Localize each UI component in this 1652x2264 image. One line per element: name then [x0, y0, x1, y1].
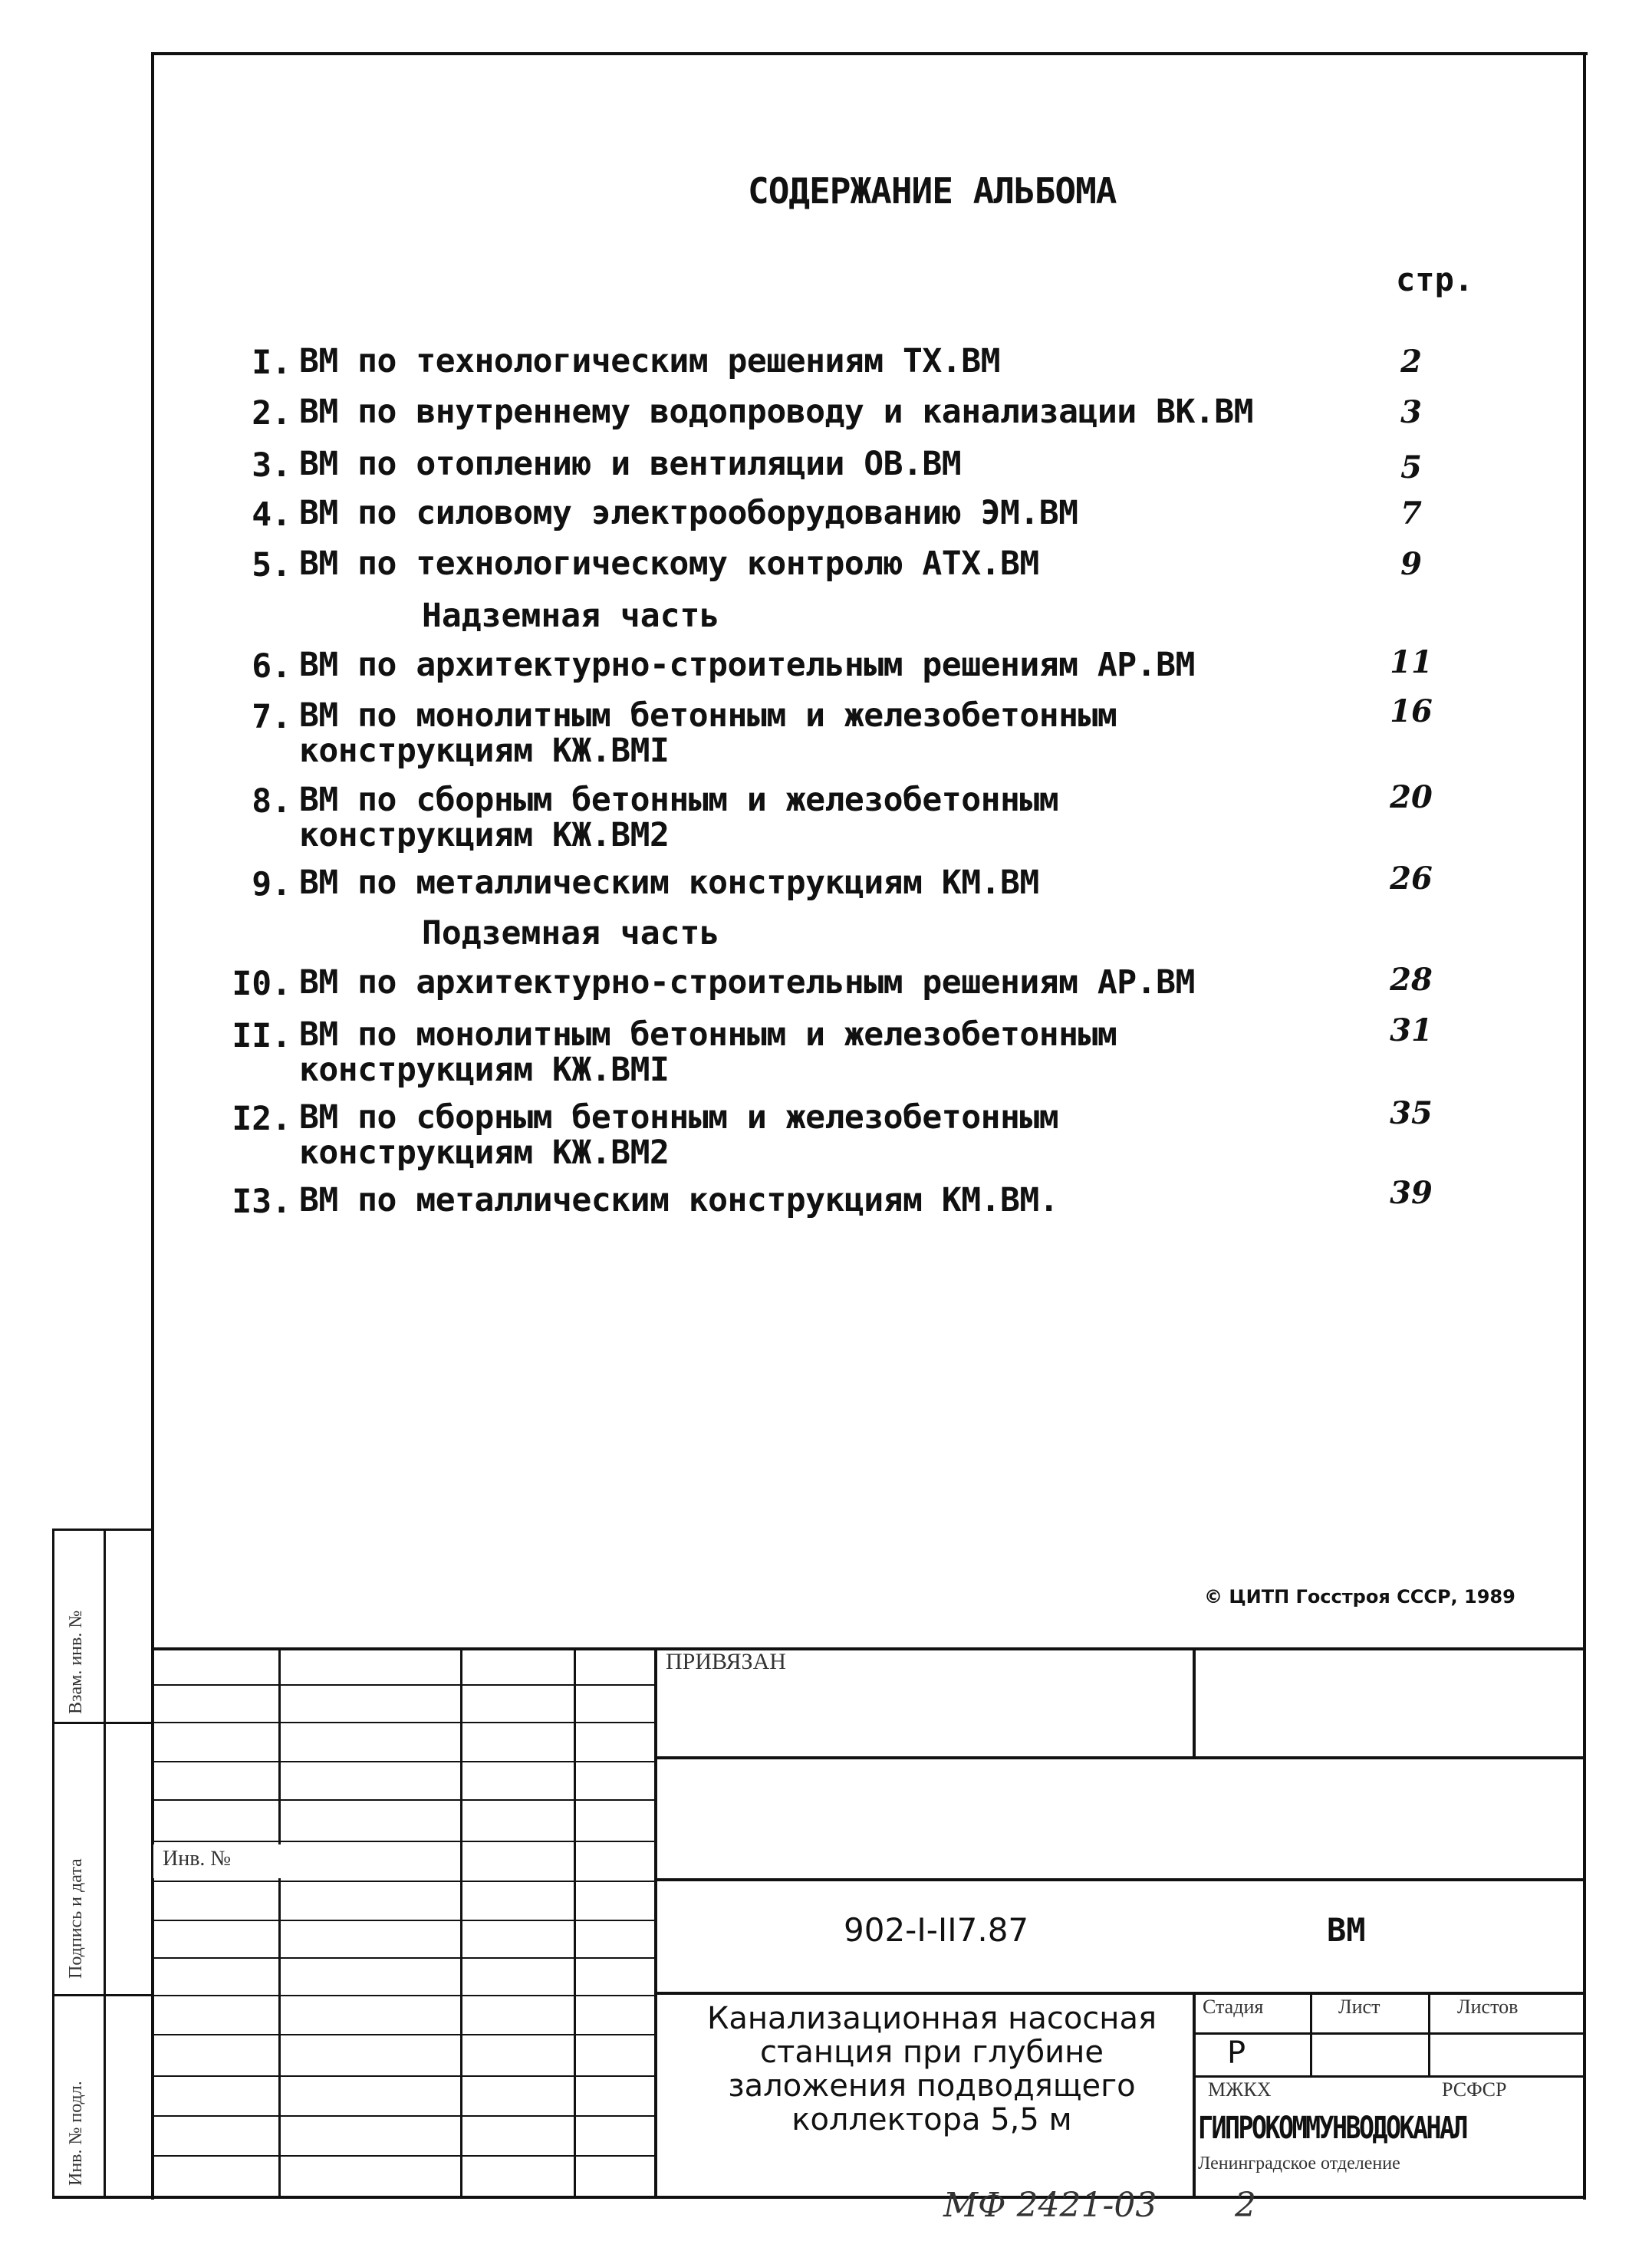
toc-item-text: ВМ по металлическим конструкциям КМ.ВМ — [299, 864, 1039, 902]
side-label-inventory: Инв. № подл. — [66, 2081, 86, 2186]
section-heading-underground: Подземная часть — [422, 914, 720, 953]
stage-label: Стадия — [1203, 1996, 1264, 2018]
side-strip-left — [52, 1529, 54, 2198]
stage-row1 — [1193, 2032, 1586, 2035]
document-description: Канализационная насосная станция при глубине заложения подводящего коллектора 5,5 м — [706, 2001, 1157, 2137]
toc-item-text: ВМ по сборным бетонным и железобетонным конструкциям КЖ.ВМ2 — [299, 1098, 1059, 1172]
toc-item-text: ВМ по технологическим решениям ТХ.ВМ — [299, 342, 1000, 380]
side-strip-div — [104, 1529, 106, 2198]
toc-item-number: 4. — [252, 495, 291, 534]
tb-row — [151, 1920, 654, 1921]
tb-top — [151, 1647, 1586, 1650]
tb-row — [151, 1995, 654, 1996]
archive-stamp: МФ 2421-03 — [943, 2186, 1157, 2225]
sheet-label: Лист — [1338, 1996, 1381, 2018]
frame-right — [1583, 52, 1586, 2200]
toc-item-number: 9. — [252, 865, 291, 903]
republic-label: РСФСР — [1442, 2078, 1507, 2101]
toc-item-text: ВМ по монолитным бетонным и железобетонным конструкциям КЖ.ВМI — [299, 1015, 1117, 1089]
toc-item-page: 35 — [1390, 1095, 1433, 1131]
toc-item-text: ВМ по архитектурно-строительным решениям АР.ВМ — [299, 646, 1195, 684]
tb-row — [151, 1799, 654, 1801]
side-strip-h2 — [52, 1994, 154, 1996]
toc-item-text: ВМ по отоплению и вентиляции ОВ.ВМ — [299, 445, 962, 483]
tb-row-r3 — [654, 1992, 1586, 1995]
toc-item-number: 3. — [252, 446, 291, 485]
toc-item-number: 2. — [252, 394, 291, 433]
toc-item-page: 20 — [1390, 779, 1433, 815]
department-label: Ленинградское отделение — [1198, 2154, 1400, 2174]
frame-bottom — [52, 2196, 1586, 2199]
tb-left-col-divider — [654, 1647, 657, 2198]
toc-item-page: 16 — [1390, 693, 1433, 729]
stage-value: Р — [1227, 2035, 1246, 2071]
section-heading-above-ground: Надземная часть — [422, 597, 720, 635]
toc-item-number: 7. — [252, 698, 291, 736]
tb-row — [151, 2034, 654, 2035]
stage-table-left — [1193, 1992, 1196, 2199]
toc-item-number: II. — [232, 1017, 291, 1055]
toc-item-number: 5. — [252, 546, 291, 584]
side-label-signature: Подпись и дата — [66, 1858, 86, 1979]
tb-row-r1 — [654, 1756, 1586, 1759]
tb-row — [151, 1957, 654, 1959]
toc-item-page: 11 — [1390, 644, 1433, 680]
tb-row — [151, 2155, 654, 2157]
toc-item-text: ВМ по внутреннему водопроводу и канализации ВК.ВМ — [299, 393, 1254, 431]
toc-item-page: 28 — [1390, 962, 1433, 998]
document-code: 902-I-II7.87 — [844, 1911, 1029, 1949]
toc-item-page: 9 — [1400, 546, 1422, 582]
tb-row — [151, 1684, 654, 1686]
toc-item-text: ВМ по сборным бетонным и железобетонным конструкциям КЖ.ВМ2 — [299, 781, 1059, 854]
toc-item-page: 5 — [1400, 449, 1422, 485]
tb-row — [151, 1722, 654, 1723]
toc-item-page: 7 — [1400, 495, 1422, 531]
tb-row — [151, 1841, 654, 1842]
toc-item-number: I2. — [232, 1100, 291, 1138]
toc-item-page: 31 — [1390, 1012, 1433, 1048]
toc-item-text: ВМ по технологическому контролю АТХ.ВМ — [299, 545, 1039, 583]
page-title: СОДЕРЖАНИЕ АЛЬБОМА — [748, 170, 1117, 212]
toc-item-number: I0. — [232, 965, 291, 1003]
stage-row2 — [1193, 2075, 1586, 2078]
frame-top — [151, 52, 1588, 55]
side-label-replacement: Взам. инв. № — [66, 1610, 86, 1714]
side-strip-h1 — [52, 1722, 154, 1724]
ministry-label: МЖКХ — [1208, 2078, 1272, 2101]
organization-name: ГИПРОКОММУНВОДОКАНАЛ — [1198, 2111, 1466, 2146]
inv-label: Инв. № — [163, 1847, 232, 1871]
toc-item-page: 2 — [1400, 344, 1422, 380]
tb-row — [151, 1881, 654, 1882]
toc-item-text: ВМ по металлическим конструкциям КМ.ВМ. — [299, 1181, 1059, 1219]
sheets-label: Листов — [1457, 1996, 1519, 2018]
copyright-notice: © ЦИТП Госстроя СССР, 1989 — [1204, 1586, 1515, 1608]
tb-row-r2 — [654, 1878, 1586, 1881]
tb-row — [151, 1761, 654, 1762]
tb-privyazan-divider — [1193, 1647, 1196, 1758]
sheet-number: 2 — [1235, 2186, 1256, 2225]
tb-row — [151, 2115, 654, 2117]
tb-row — [151, 2075, 654, 2077]
privyazan-label: ПРИВЯЗАН — [666, 1649, 786, 1674]
toc-item-page: 26 — [1390, 861, 1433, 897]
document-code-suffix: ВМ — [1327, 1911, 1366, 1949]
toc-item-page: 3 — [1400, 394, 1422, 430]
page-column-header: стр. — [1396, 261, 1474, 298]
toc-item-number: 6. — [252, 647, 291, 686]
toc-item-text: ВМ по монолитным бетонным и железобетонным конструкциям КЖ.ВМI — [299, 696, 1117, 770]
toc-item-page: 39 — [1390, 1175, 1433, 1211]
toc-item-number: I3. — [232, 1183, 291, 1221]
toc-item-text: ВМ по архитектурно-строительным решениям АР.ВМ — [299, 963, 1195, 1002]
toc-item-text: ВМ по силовому электрооборудованию ЭМ.ВМ — [299, 494, 1078, 532]
toc-item-number: 8. — [252, 782, 291, 821]
toc-item-number: I. — [252, 344, 291, 382]
